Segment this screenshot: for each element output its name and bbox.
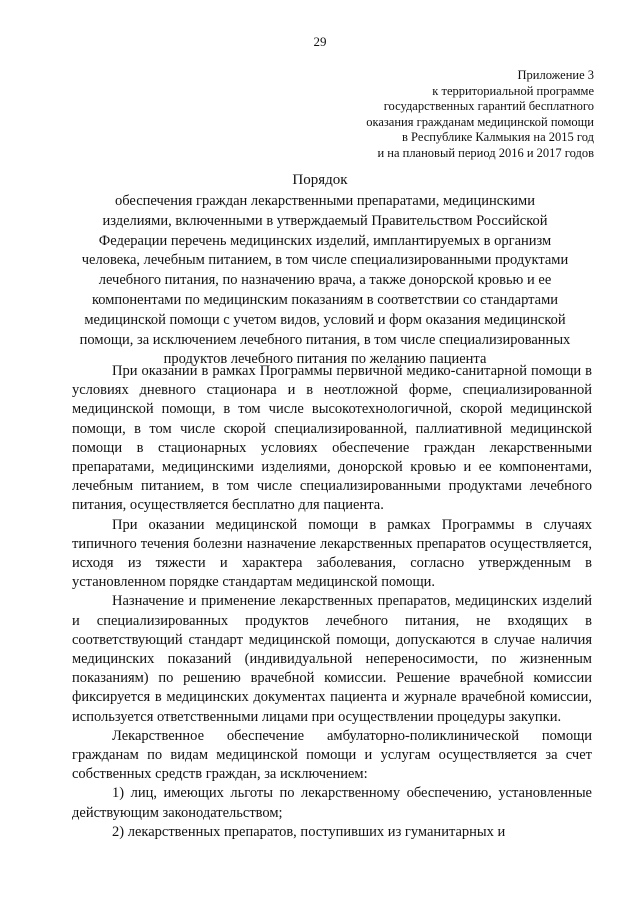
list-item: 1) лиц, имеющих льготы по лекарственному обеспечению, установленные действующим законодательством; <box>72 785 592 821</box>
body-paragraph: При оказании в рамках Программы первичной медико-санитарной помощи в условиях дневного стационара и в неотложной форме, специализированной медицинской помощи, в том числе высокотехнологичной, скорой медицинской помощи, в том числе скорой специализированной, паллиативной медицинской помощи в стационарных условиях обеспечение граждан лекарственными препаратами, медицинскими изделиями, донорской кровью и ее компонентами, лечебным питанием, в том числе специализированными продуктами лечебного питания, осуществляется бесплатно для пациента. <box>72 363 592 514</box>
subtitle-line: изделиями, включенными в утверждаемый Правительством Российской <box>102 212 548 229</box>
body-paragraph: Назначение и применение лекарственных препаратов, медицинских изделий и специализированных продуктов лечебного питания, не входящих в соответствующий стандарт медицинской помощи, допускаются в случае наличия медицинских показаний (индивидуальной непереносимости, по жизненным показаниям) по решению врачебной комиссии. Решение врачебной комиссии фиксируется в медицинских документах пациента и журнале врачебной комиссии, используется ответственными лицами при осуществлении процедуры закупки. <box>72 593 592 725</box>
subtitle-line: продуктов лечебного питания по желанию пациента <box>163 351 487 368</box>
appendix-line: Приложение 3 <box>517 68 594 82</box>
appendix-header <box>294 68 594 161</box>
subtitle-line: компонентами по медицинским показаниям в соответствии со стандартами <box>91 291 559 308</box>
subtitle-line: помощи, за исключением лечебного питания, в том числе специализированных <box>79 331 571 348</box>
page-number: 29 <box>313 34 327 49</box>
document-title: Порядок <box>292 172 348 188</box>
list-item: 2) лекарственных препаратов, поступивших из гуманитарных и <box>112 823 506 840</box>
subtitle-line: медицинской помощи с учетом видов, условий и форм оказания медицинской <box>84 311 566 328</box>
body-paragraph: При оказании медицинской помощи в рамках Программы в случаях типичного течения болезни назначение лекарственных препаратов осуществляется, исходя из тяжести и характера заболевания, согласно утвержденным в установленном порядке стандартам медицинской помощи. <box>72 516 592 591</box>
appendix-line: оказания гражданам медицинской помощи <box>366 114 594 129</box>
appendix-line: государственных гарантий бесплатного <box>383 99 594 113</box>
appendix-line: к территориальной программе <box>432 83 594 98</box>
body-paragraph: Лекарственное обеспечение амбулаторно-поликлинической помощи гражданам по видам медицинской помощи и услугам осуществляется за счет собственных средств граждан, за исключением: <box>72 727 592 783</box>
document-body <box>72 362 592 842</box>
appendix-line: в Республике Калмыкия на 2015 год <box>402 130 594 144</box>
appendix-line: и на плановый период 2016 и 2017 годов <box>377 145 594 160</box>
document-subtitle <box>60 192 590 370</box>
subtitle-line: Федерации перечень медицинских изделий, имплантируемых в организм <box>98 232 552 249</box>
subtitle-line: человека, лечебным питанием, в том числе специализированными продуктами <box>81 252 569 269</box>
subtitle-line: лечебного питания, по назначению врача, а также донорской кровью и ее <box>98 272 552 289</box>
subtitle-line: обеспечения граждан лекарственными препаратами, медицинскими <box>115 193 535 209</box>
